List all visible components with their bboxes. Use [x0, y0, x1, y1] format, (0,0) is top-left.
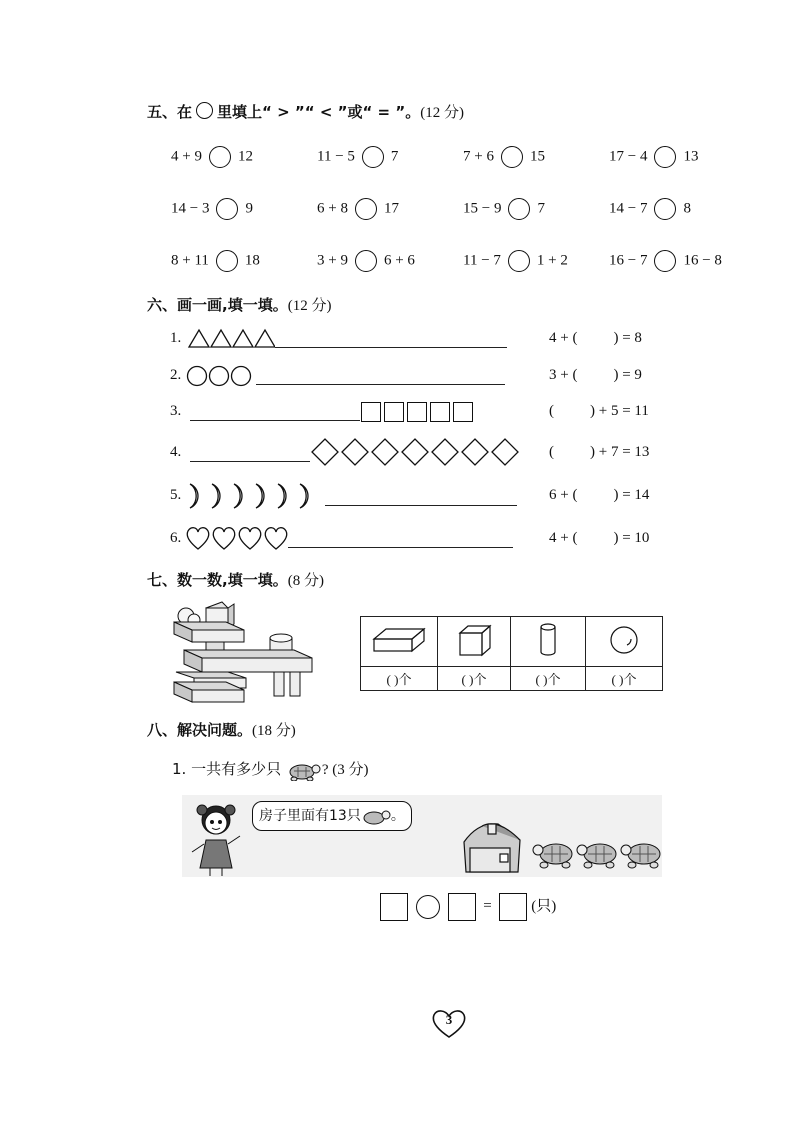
- left-expression: 14 − 7: [609, 200, 648, 217]
- comparison-item: [463, 146, 545, 168]
- question-1: 1. 一共有多少只 ? (3 分): [172, 758, 369, 781]
- left-expression: 11 − 7: [463, 252, 501, 269]
- right-expression: 16 − 8: [683, 252, 722, 269]
- squares-icon: [361, 401, 476, 422]
- item-5-number: 5.: [170, 487, 182, 503]
- equation-left: 4 + (: [549, 330, 578, 346]
- right-expression: 17: [383, 200, 399, 217]
- cuboid-icon: [361, 617, 438, 667]
- operator-circle[interactable]: [416, 895, 440, 919]
- left-expression: 3 + 9: [317, 252, 348, 269]
- compare-circle[interactable]: [355, 250, 377, 272]
- equation-left: (: [549, 403, 554, 419]
- comparison-item: [463, 198, 545, 220]
- right-expression: 7: [537, 200, 545, 217]
- answer-equation: = (只): [380, 893, 556, 921]
- compare-circle[interactable]: [508, 250, 530, 272]
- equation-2: [549, 367, 642, 384]
- triangles-icon: [187, 328, 275, 348]
- equation-right: ) + 5 = 11: [590, 403, 649, 419]
- comparison-item: [171, 198, 253, 220]
- count-cell-cube[interactable]: ( )个: [438, 667, 511, 691]
- left-expression: 14 − 3: [171, 200, 210, 217]
- circle-symbol: [196, 102, 213, 119]
- answer-box-1[interactable]: [380, 893, 408, 921]
- answer-box-2[interactable]: [448, 893, 476, 921]
- cube-icon: [438, 617, 511, 667]
- house-icon: [458, 818, 526, 876]
- speech-bubble: 房子里面有13只 。: [252, 801, 412, 831]
- section5-title: 五、在 里填上“ > ”“ < ”或“ = ”。(12 分): [147, 103, 464, 121]
- comparison-item: [463, 250, 568, 272]
- compare-circle[interactable]: [216, 250, 238, 272]
- sphere-icon: [586, 617, 663, 667]
- item-2-number: 2.: [170, 367, 182, 383]
- left-expression: 15 − 9: [463, 200, 502, 217]
- answer-line-4[interactable]: [190, 461, 310, 462]
- equation-left: 6 + (: [549, 487, 578, 503]
- compare-circle[interactable]: [501, 146, 523, 168]
- turtle-icon: [286, 759, 322, 781]
- hearts-icon: [186, 525, 290, 551]
- answer-line-1[interactable]: [275, 347, 507, 348]
- equation-3: [549, 403, 649, 420]
- page-number: 3: [445, 1012, 453, 1027]
- section6-title: 六、画一画,填一填。(12 分): [147, 296, 332, 314]
- count-cell-cylinder[interactable]: ( )个: [511, 667, 586, 691]
- right-expression: 6 + 6: [383, 252, 415, 269]
- left-expression: 7 + 6: [463, 148, 494, 165]
- compare-circle[interactable]: [216, 198, 238, 220]
- equation-left: (: [549, 444, 554, 460]
- equation-right: ) = 14: [613, 487, 650, 503]
- compare-circle[interactable]: [654, 198, 676, 220]
- left-expression: 16 − 7: [609, 252, 648, 269]
- count-cell-cuboid[interactable]: ( )个: [361, 667, 438, 691]
- circles-icon: [186, 365, 256, 387]
- compare-circle[interactable]: [209, 146, 231, 168]
- equation-right: ) = 9: [613, 367, 642, 383]
- comparison-item: [609, 198, 691, 220]
- comparison-item: [609, 250, 722, 272]
- comparison-item: [317, 198, 399, 220]
- equation-4: [549, 444, 649, 461]
- left-expression: 17 − 4: [609, 148, 648, 165]
- item-6-number: 6.: [170, 530, 182, 546]
- left-expression: 6 + 8: [317, 200, 348, 217]
- answer-line-5[interactable]: [325, 505, 517, 506]
- comparison-item: [171, 146, 253, 168]
- comparison-item: [317, 250, 415, 272]
- answer-line-2[interactable]: [256, 384, 505, 385]
- section8-title: 八、解决问题。(18 分): [147, 721, 296, 739]
- section7-title: 七、数一数,填一填。(8 分): [147, 571, 324, 589]
- equation-right: ) = 10: [613, 530, 650, 546]
- moons-icon: [186, 481, 328, 511]
- turtle-icon: [361, 806, 391, 826]
- left-expression: 8 + 11: [171, 252, 209, 269]
- compare-circle[interactable]: [362, 146, 384, 168]
- answer-line-6[interactable]: [288, 547, 513, 548]
- compare-circle[interactable]: [654, 250, 676, 272]
- right-expression: 1 + 2: [536, 252, 568, 269]
- right-expression: 13: [683, 148, 699, 165]
- count-table: [360, 616, 663, 691]
- equation-right: ) + 7 = 13: [590, 444, 650, 460]
- equation-6: [549, 530, 649, 547]
- equation-5: [549, 487, 649, 504]
- answer-line-3[interactable]: [190, 420, 360, 421]
- compare-circle[interactable]: [654, 146, 676, 168]
- right-expression: 15: [529, 148, 545, 165]
- right-expression: 8: [683, 200, 691, 217]
- equation-right: ) = 8: [613, 330, 642, 346]
- right-expression: 7: [390, 148, 399, 165]
- right-expression: 18: [244, 252, 260, 269]
- right-expression: 9: [245, 200, 253, 217]
- compare-circle[interactable]: [355, 198, 377, 220]
- item-4-number: 4.: [170, 444, 182, 460]
- item-1-number: 1.: [170, 330, 182, 346]
- right-expression: 12: [237, 148, 253, 165]
- compare-circle[interactable]: [508, 198, 530, 220]
- left-expression: 11 − 5: [317, 148, 355, 165]
- turtles-icon: [532, 838, 664, 870]
- item-3-number: 3.: [170, 403, 182, 419]
- count-cell-sphere[interactable]: ( )个: [586, 667, 663, 691]
- comparison-item: [171, 250, 260, 272]
- equation-left: 4 + (: [549, 530, 578, 546]
- cylinder-icon: [511, 617, 586, 667]
- equation-left: 3 + (: [549, 367, 578, 383]
- girl-icon: [186, 796, 246, 878]
- left-expression: 4 + 9: [171, 148, 202, 165]
- answer-box-3[interactable]: [499, 893, 527, 921]
- diamonds-icon: [310, 437, 520, 467]
- blocks-illustration: [166, 600, 316, 706]
- comparison-item: [317, 146, 398, 168]
- comparison-item: [609, 146, 698, 168]
- equation-1: [549, 330, 642, 347]
